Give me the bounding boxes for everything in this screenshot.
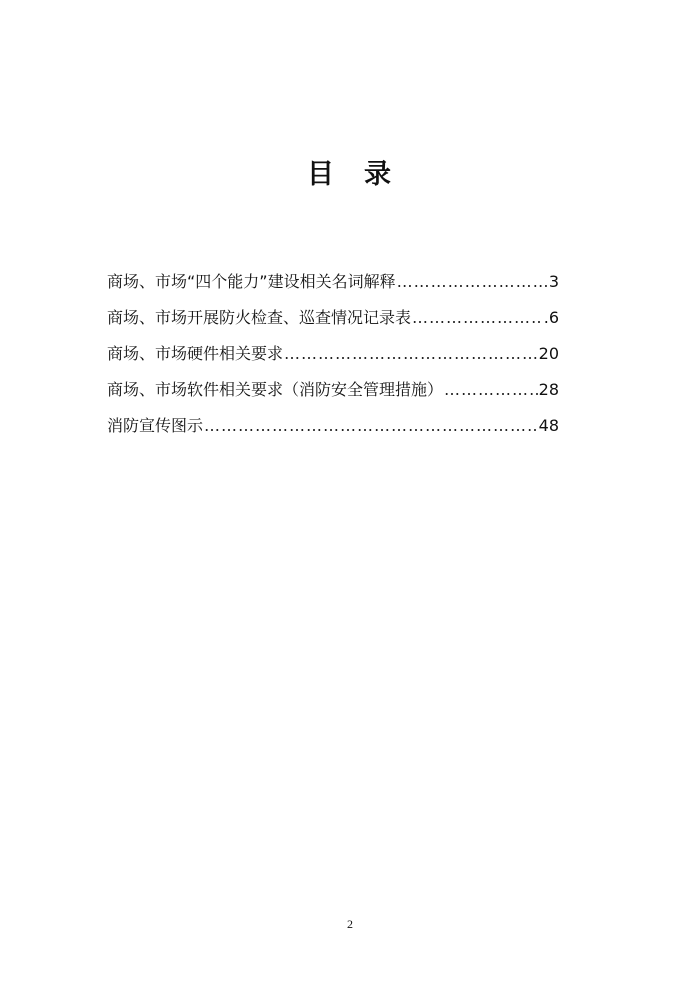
toc-entry-terms[interactable] (107, 268, 559, 304)
toc-entry-inspection-record[interactable] (107, 304, 559, 340)
toc-entry-page: 28 (538, 380, 559, 399)
toc-entry-page: 3 (548, 272, 559, 291)
toc-entry-label: 商场、市场开展防火检查、巡查情况记录表 (107, 308, 412, 327)
toc-dot-leader (397, 268, 548, 296)
toc-dot-leader (284, 340, 538, 368)
toc-dot-leader (204, 412, 538, 440)
toc-title (0, 152, 700, 191)
toc-entry-page: 48 (538, 416, 559, 435)
toc-entry-label: 商场、市场硬件相关要求 (107, 344, 284, 363)
toc-entry-label: 商场、市场“四个能力”建设相关名词解释 (107, 272, 396, 291)
toc-entry-label: 商场、市场软件相关要求（消防安全管理措施） (107, 380, 444, 399)
toc-entry-label: 消防宣传图示 (107, 416, 204, 435)
toc-dot-leader (444, 376, 538, 404)
toc-list (107, 268, 559, 448)
toc-entry-page: 20 (538, 344, 559, 363)
toc-entry-software[interactable] (107, 376, 559, 412)
toc-title-char-2: 录 (364, 159, 393, 190)
footer-page-number: 2 (347, 917, 353, 931)
toc-title-char-1: 目 (307, 159, 336, 190)
toc-entry-hardware[interactable] (107, 340, 559, 376)
toc-entry-page: .6 (543, 308, 559, 327)
toc-entry-publicity[interactable] (107, 412, 559, 448)
toc-dot-leader (412, 304, 543, 332)
